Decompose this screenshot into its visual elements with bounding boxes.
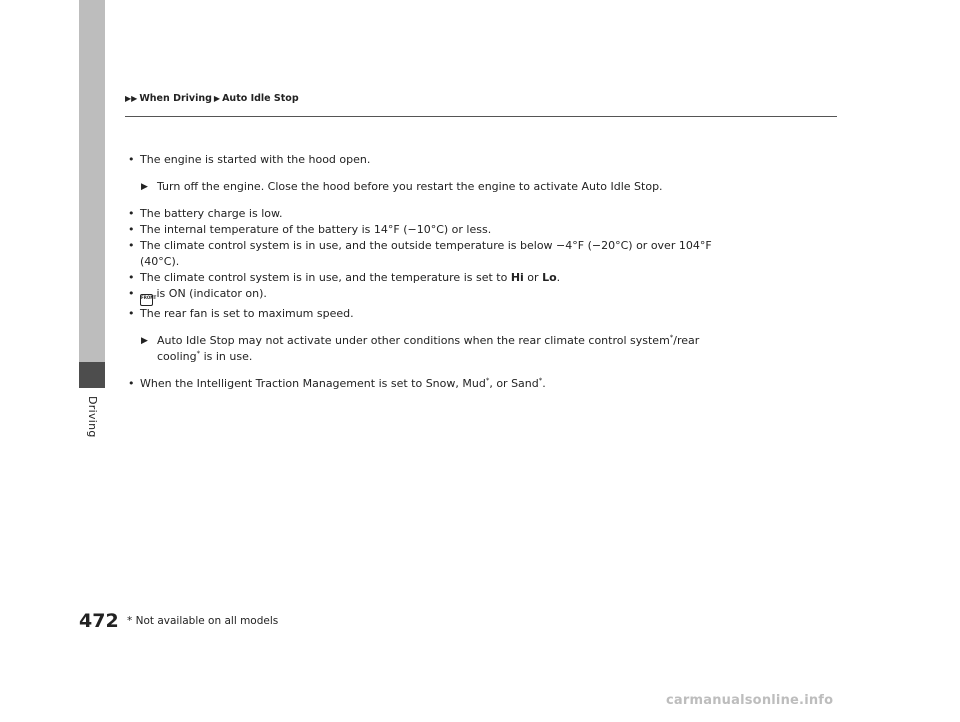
header-rule — [125, 116, 837, 117]
triangle-right-icon: ▶▶ — [125, 94, 138, 103]
list-item: • The engine is started with the hood open. — [128, 153, 371, 166]
breadcrumb-level2[interactable]: Auto Idle Stop — [222, 93, 299, 104]
list-item: • When the Intelligent Traction Management is set to Snow, Mud*, or Sand*. — [128, 376, 546, 390]
triangle-right-icon: ▶ — [141, 336, 148, 346]
side-tab-bar — [79, 0, 105, 362]
breadcrumb — [125, 93, 299, 104]
footnote: * Not available on all models — [127, 615, 279, 627]
page-number: 472 — [79, 610, 119, 632]
list-item: • The rear fan is set to maximum speed. — [128, 307, 354, 320]
list-item: • The internal temperature of the battery is 14°F (−10°C) or less. — [128, 223, 492, 236]
condition-list — [128, 152, 728, 392]
triangle-right-icon: ▶ — [141, 182, 148, 192]
list-item: • FRONT is ON (indicator on). — [128, 286, 728, 306]
list-item: • The climate control system is in use, and the outside temperature is below −4°F (−20°C) or over 104°F (40°C). — [128, 239, 712, 268]
front-defroster-icon: FRONT — [140, 294, 153, 306]
list-subitem: ▶ Turn off the engine. Close the hood before you restart the engine to activate Auto Idle Stop. — [141, 180, 663, 193]
watermark: carmanualsonline.info — [666, 693, 834, 708]
list-item: • The climate control system is in use, and the temperature is set to Hi or Lo. — [128, 271, 561, 284]
section-label: Driving — [86, 396, 99, 438]
section-tab-marker — [79, 362, 105, 388]
triangle-right-icon: ▶ — [213, 94, 221, 103]
list-item: • The battery charge is low. — [128, 207, 283, 220]
list-subitem: ▶ Auto Idle Stop may not activate under other conditions when the rear climate control system*/rear cooling* is in use. — [141, 333, 700, 363]
breadcrumb-level1[interactable]: When Driving — [139, 93, 212, 104]
